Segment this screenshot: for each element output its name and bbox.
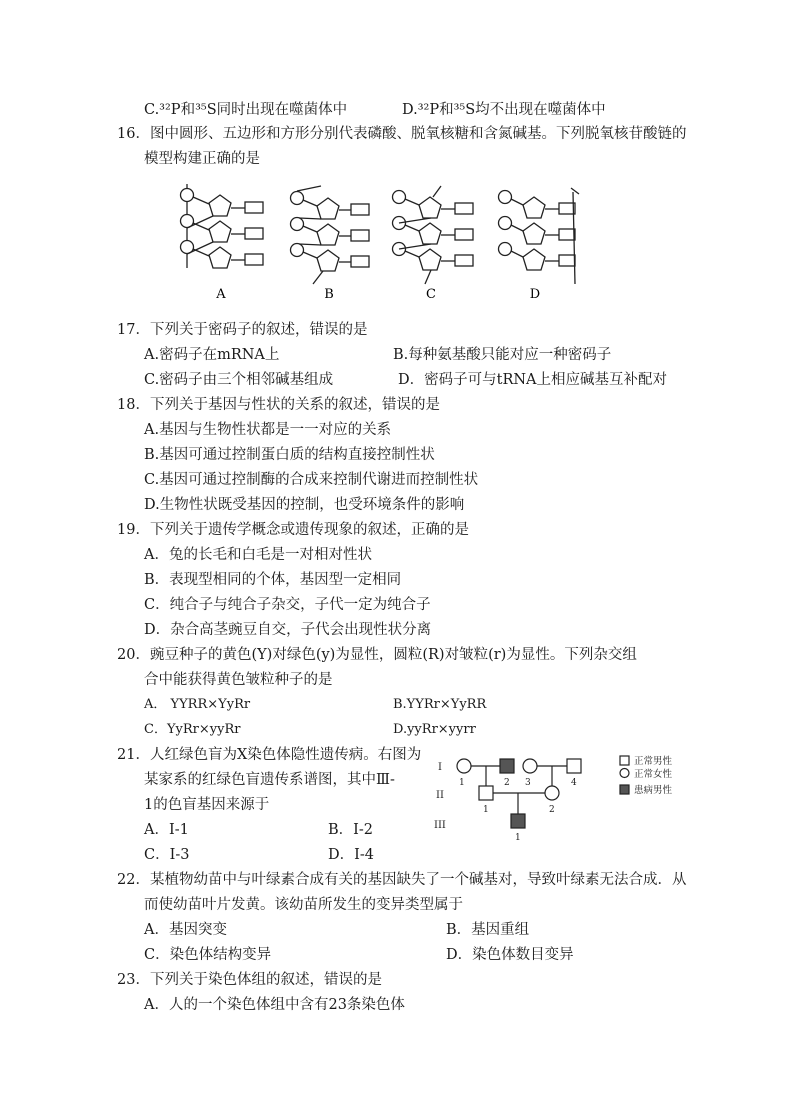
ped-num: 2: [504, 778, 510, 788]
q20-stem-line1: 20．豌豆种子的黄色(Y)对绿色(y)为显性，圆粒(R)对皱粒(r)为显性。下列杂交组: [117, 647, 637, 663]
model-b: [291, 186, 370, 284]
ped-gen-III-label: III: [434, 820, 446, 831]
q21-pedigree-chart: [434, 752, 694, 842]
q19-option-a: A．兔的长毛和白毛是一对相对性状: [144, 547, 372, 563]
q17-option-c: C.密码子由三个相邻碱基组成: [144, 372, 334, 388]
ped-num: 3: [525, 778, 531, 788]
model-label-a: A: [216, 287, 226, 302]
q22-stem-line1: 22．某植物幼苗中与叶绿素合成有关的基因缺失了一个碱基对，导致叶绿素无法合成．从: [117, 872, 687, 888]
ped-III-1-affected-male: [511, 814, 525, 828]
q18-option-d: D.生物性状既受基因的控制，也受环境条件的影响: [144, 497, 465, 513]
q20-option-b: B.YYRr×YyRR: [393, 697, 487, 712]
q16-stem-line1: 16．图中圆形、五边形和方形分别代表磷酸、脱氧核糖和含氮碱基。下列脱氧核苷酸链的: [117, 126, 687, 142]
ped-I-1-female: [457, 759, 471, 773]
ped-I-2-affected-male: [500, 759, 514, 773]
ped-gen-I-label: I: [438, 762, 442, 773]
q18-stem: 18．下列关于基因与性状的关系的叙述，错误的是: [117, 397, 440, 413]
q19-stem: 19．下列关于遗传学概念或遗传现象的叙述，正确的是: [117, 522, 469, 538]
q18-option-a: A.基因与生物性状都是一一对应的关系: [144, 422, 392, 438]
ped-gen-II-label: II: [436, 790, 444, 801]
q21-stem-line3: 1的色盲基因来源于: [144, 797, 270, 813]
q19-option-d: D．杂合高茎豌豆自交，子代会出现性状分离: [144, 622, 432, 638]
q16-nucleotide-models-figure: [175, 180, 615, 305]
ped-II-2-female: [545, 786, 559, 800]
ped-num: 4: [571, 778, 577, 788]
q18-option-b: B.基因可通过控制蛋白质的结构直接控制性状: [144, 447, 435, 463]
q21-option-b: B．I-2: [328, 822, 374, 838]
q17-option-b: B.每种氨基酸只能对应一种密码子: [393, 347, 612, 363]
q20-option-c: C．YyRr×yyRr: [144, 722, 241, 737]
q22-option-d: D．染色体数目变异: [446, 947, 574, 963]
q21-option-d: D．I-4: [328, 847, 374, 863]
q20-option-a: A． YYRR×YyRr: [144, 697, 251, 712]
q17-stem: 17．下列关于密码子的叙述，错误的是: [117, 322, 368, 338]
q18-option-c: C.基因可通过控制酶的合成来控制代谢进而控制性状: [144, 472, 479, 488]
ped-num: 2: [549, 805, 555, 815]
q21-option-a: A．I-1: [144, 822, 189, 838]
q19-option-c: C．纯合子与纯合子杂交，子代一定为纯合子: [144, 597, 431, 613]
q15-option-d: D.³²P和³⁵S均不出现在噬菌体中: [402, 102, 606, 118]
q22-option-b: B．基因重组: [446, 922, 530, 938]
q21-stem-line1: 21．人红绿色盲为X染色体隐性遗传病。右图为: [117, 747, 422, 763]
legend-normal-male: 正常男性: [634, 756, 673, 767]
q23-option-a: A．人的一个染色体组中含有23条染色体: [144, 997, 405, 1013]
q15-option-c: C.³²P和³⁵S同时出现在噬菌体中: [144, 102, 348, 118]
q17-option-a: A.密码子在mRNA上: [144, 347, 280, 363]
ped-num: 1: [483, 805, 489, 815]
q21-option-c: C．I-3: [144, 847, 190, 863]
legend-affected-male: 患病男性: [634, 785, 673, 796]
q20-option-d: D.yyRr×yyrr: [393, 722, 476, 737]
ped-I-4-male: [567, 759, 581, 773]
q22-stem-line2: 而使幼苗叶片发黄。该幼苗所发生的变异类型属于: [144, 897, 463, 913]
q17-option-d: D．密码子可与tRNA上相应碱基互补配对: [398, 372, 668, 388]
q16-stem-line2: 模型构建正确的是: [144, 151, 260, 167]
ped-num: 1: [515, 833, 521, 842]
model-c: [393, 186, 474, 284]
ped-II-1-male: [479, 786, 493, 800]
q22-option-c: C．染色体结构变异: [144, 947, 272, 963]
model-a: [181, 184, 264, 268]
q21-stem-line2: 某家系的红绿色盲遗传系谱图，其中Ⅲ-: [144, 772, 395, 788]
model-d: [499, 188, 580, 284]
model-label-d: D: [529, 287, 541, 302]
q19-option-b: B．表现型相同的个体，基因型一定相同: [144, 572, 402, 588]
q20-stem-line2: 合中能获得黄色皱粒种子的是: [144, 672, 333, 688]
q22-option-a: A．基因突变: [144, 922, 227, 938]
ped-I-3-female: [523, 759, 537, 773]
model-label-b: B: [324, 287, 334, 302]
model-label-c: C: [426, 287, 436, 302]
ped-num: 1: [459, 778, 465, 788]
legend-normal-female: 正常女性: [634, 769, 673, 780]
q23-stem: 23．下列关于染色体组的叙述，错误的是: [117, 972, 382, 988]
